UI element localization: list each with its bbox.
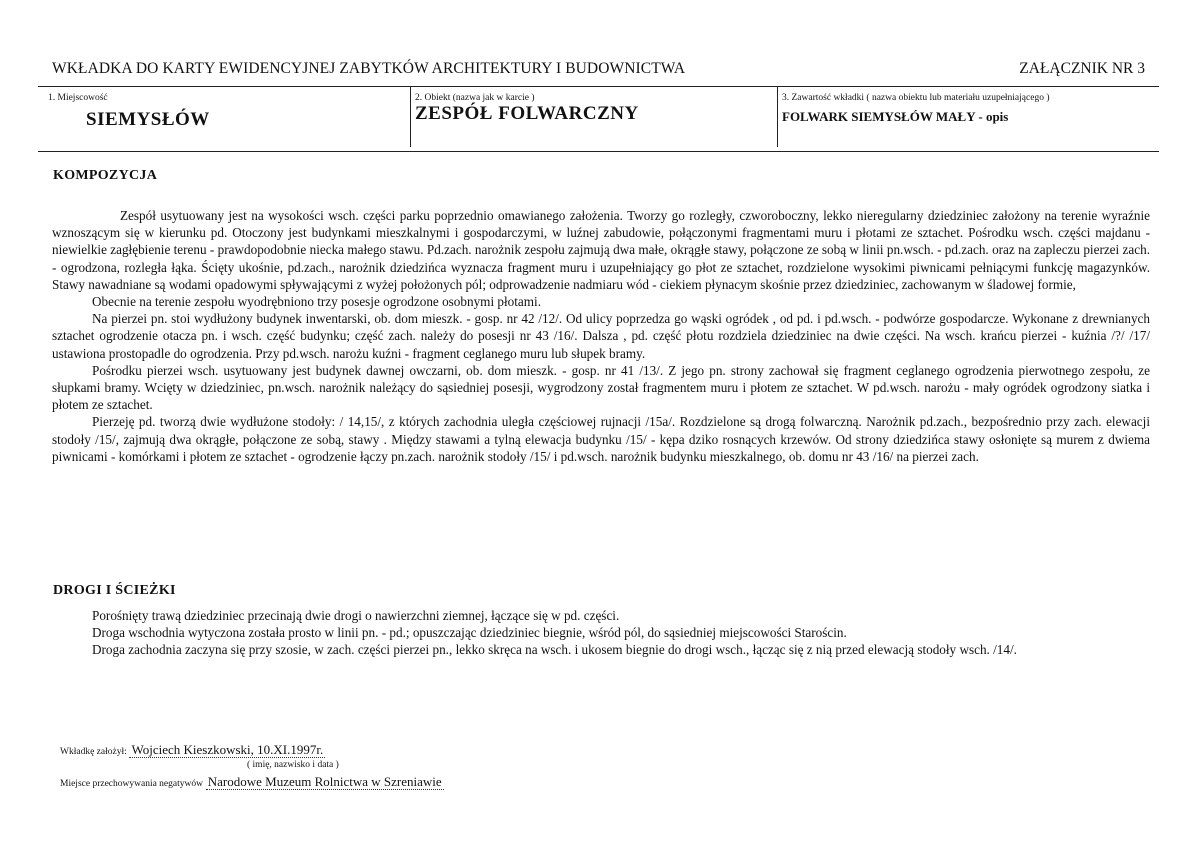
paragraph: Droga zachodnia zaczyna się przy szosie, w zach. części pierzei pn., lekko skręca na wsch. i ukosem biegnie do drogi wsch., łącząc się z nią przed elewacją stodoły wsch. /14/. [92, 642, 1017, 658]
content-value: FOLWARK SIEMYSŁÓW MAŁY - opis [782, 109, 1009, 124]
author-line [60, 742, 325, 758]
negatives-value: Narodowe Muzeum Rolnictwa w Szreniawie [207, 774, 442, 789]
content-field [777, 87, 1160, 147]
place-field [40, 87, 408, 147]
fields-divider [38, 151, 1159, 152]
object-field [410, 87, 777, 147]
author-value: Wojciech Kieszkowski, 10.XI.1997r. [131, 742, 324, 757]
paragraph: Obecnie na terenie zespołu wyodrębniono trzy posesje ogrodzone osobnymi płotami. [92, 294, 541, 310]
negatives-line [60, 774, 444, 790]
author-label: Wkładkę założył: [60, 747, 127, 757]
paragraph: Zespół usytuowany jest na wysokości wsch. części parku poprzednio omawianego założenia. Tworzy go rozległy, czworoboczny, lekko nieregularny dziedziniec założony na terenie wyraźnie wznoszącym się w kierunku pd. Otoczony jest budynkami mieszkalnymi i gospodarczymi, w luźnej zabudowie, połączonymi fragmentami muru i płotami ze sztachet. Pośrodku wsch. części majdanu - niewielkie zagłębienie terenu - prawdopodobnie niecka małego stawu. Pd.zach. narożnik zespołu zajmują dwa małe, okrągłe stawy, połączone ze sobą w linii pn.wsch. - pd.zach. oraz na zapleczu pierzei zach. - ogrodzona, rozległa łąka. Ścięty ukośnie, pd.zach., narożnik dziedzińca wyznacza fragment muru i uzupełniający go płot ze sztachet, rozdzielone wysokimi piwnicami pełniącymi funkcję magazynków. Stawy nawadniane są wodami opadowymi spływającymi z wyżej położonych pól; odprowadzenie nadmiaru wód - ciekiem płynacym skośnie przez dziedziniec, zachowanym w śladowej formie, [52, 208, 1150, 292]
paragraph: Pośrodku pierzei wsch. usytuowany jest budynek dawnej owczarni, ob. dom mieszk. - gosp. nr 41 /13/. Z jego pn. strony zachował się fragment ceglanego ogrodzenia pierwotnego zespołu, ze słupkami bramy. Wcięty w dziedziniec, pn.wsch. narożnik należący do sąsiedniej posesji, wygrodzony został fragmentem muru i płotem ze sztachet. W pd.wsch. narożu - mały ogródek ogrodzony siatka i płotem ze sztachet. [52, 362, 1150, 413]
paragraph: Droga wschodnia wytyczona została prosto w linii pn. - pd.; opuszczając dziedziniec biegnie, wśród pól, do sąsiedniej miejscowości Starościn. [92, 625, 847, 641]
place-value: SIEMYSŁÓW [86, 109, 210, 130]
content-caption: 3. Zawartość wkładki ( nazwa obiektu lub materiału uzupełniającego ) [782, 93, 1050, 103]
section-heading-drogi: DROGI I ŚCIEŻKI [53, 583, 176, 598]
annex-number: ZAŁĄCZNIK NR 3 [1019, 60, 1145, 77]
paragraph: Na pierzei pn. stoi wydłużony budynek inwentarski, ob. dom mieszk. - gosp. nr 42 /12/. Od ulicy poprzedza go wąski ogródek , od pd. i pd.wsch. - podwórze gospodarcze. Wykonane z drewnianych sztachet ogrodzenie otacza pn. i wsch. część budynku; część zach. należy do posesji nr 43 /16/. Dalsza , pd. część płotu rozdziela dziedziniec na dwie części. Na wsch. krańcu pierzei - kuźnia /?/ /17/ ustawiona prostopadle do ogrodzenia. Przy pd.wsch. narożu kuźni - fragment ceglanego muru lub słupek bramy. [52, 311, 1150, 361]
author-note: ( imię, nazwisko i data ) [247, 760, 339, 770]
object-caption: 2. Obiekt (nazwa jak w karcie ) [415, 93, 535, 103]
negatives-label: Miejsce przechowywania negatywów [60, 779, 203, 789]
drogi-text [52, 607, 1150, 659]
place-caption: 1. Miejscowość [48, 93, 108, 103]
paragraph: Pierzeję pd. tworzą dwie wydłużone stodoły: / 14,15/, z których zachodnia uległa częściowej rujnacji /15a/. Rozdzielone są drogą folwarczną. Narożnik pd.zach., bezpośrednio przy zach. elewacji stodoły /15/, zajmują dwa okrągłe, połączone ze sobą, stawy . Między stawami a tylną elewacja budynku /15/ - kępa dziko rosnących krzewów. Od strony dziedzińca stawy osłonięte są murem z dwiema piwnicami - komórkami i płotem ze sztachet - ogrodzenie łączy pn.zach. narożnik stodoły /15/ i pd.wsch. narożnik budynku mieszkalnego, ob. domu nr 43 /16/ na pierzei zach. [52, 414, 1150, 464]
kompozycja-text [52, 207, 1150, 465]
object-value: ZESPÓŁ FOLWARCZNY [415, 103, 639, 124]
document-title: WKŁADKA DO KARTY EWIDENCYJNEJ ZABYTKÓW ARCHITEKTURY I BUDOWNICTWA [52, 60, 686, 77]
section-heading-kompozycja: KOMPOZYCJA [53, 168, 158, 183]
paragraph: Porośnięty trawą dziedziniec przecinają dwie drogi o nawierzchni ziemnej, łączące się w pd. części. [92, 608, 620, 623]
